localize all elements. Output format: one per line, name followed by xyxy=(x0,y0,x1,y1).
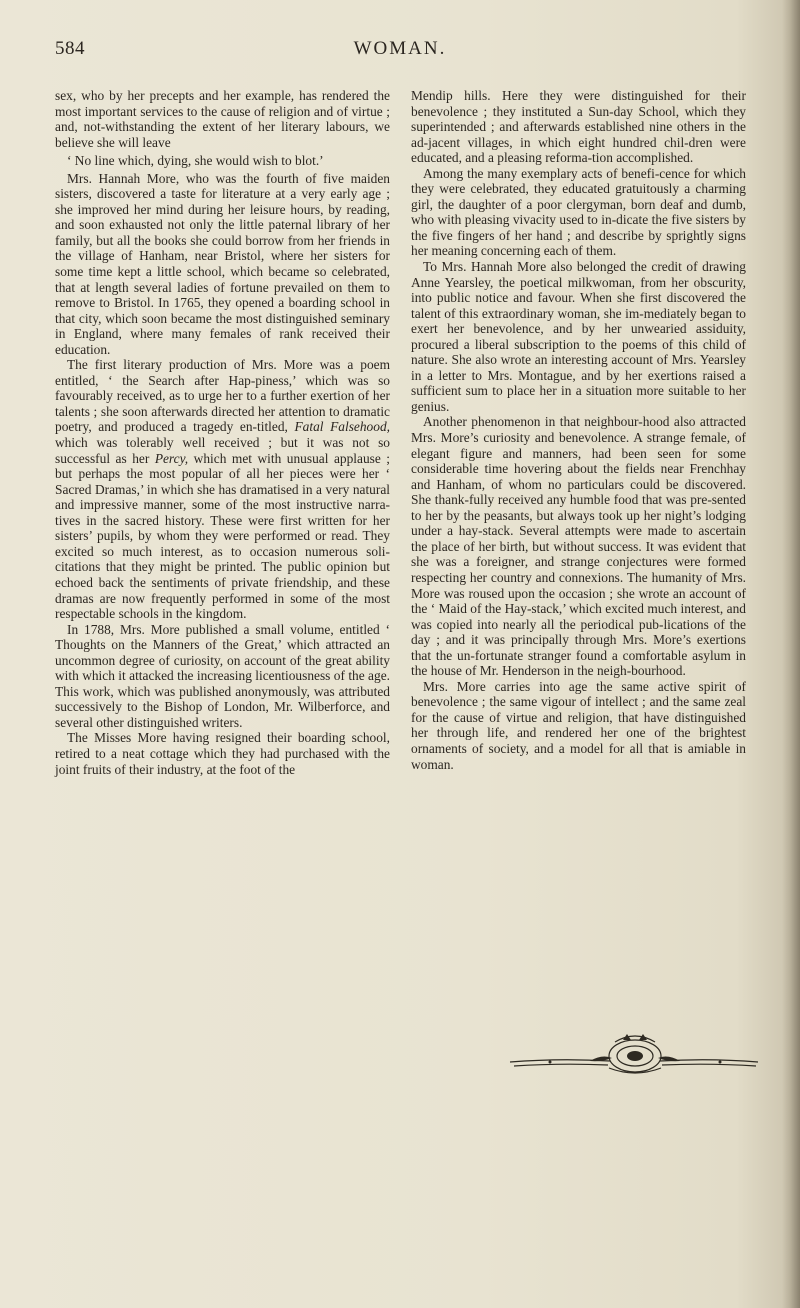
quotation: ‘ No line which, dying, she would wish to blot.’ xyxy=(67,153,324,169)
paragraph: To Mrs. Hannah More also belonged the credit of drawing Anne Yearsley, the poetical milkwoman, from her obscurity, into public notice and favour. When she first discovered the talent of this extraordinary woman, she im-mediately began to exert her benevolence, and by her unwearied assiduity, procured a liberal subscription to the poems of this child of nature. She also wrote an interesting account of Mrs. Yearsley in a letter to Mrs. Montague, and by her exertions raised a sufficient sum to place her in a situation more suitable to her genius. xyxy=(411,259,746,414)
paragraph: The first literary production of Mrs. More was a poem entitled, ‘ the Search after Hap-piness,’ which was so favourably received, as to urge her to a further exertion of her talents ; she soon afterwards directed her attention to dramatic poetry, and produced a tragedy en-titled, Fatal Falsehood, which was tolerably well received ; but it was not so successful as her Percy, which met with unusual applause ; but perhaps the most popular of all her pieces were her ‘ Sacred Dramas,’ in which she has dramatised in a very natural and impressive manner, some of the most instructive narra-tives in the sacred history. These were first written for her sisters’ pupils, by whom they were performed or read. They excited so much interest, as to occasion numerous soli-citations that they might be printed. The public opinion but echoed back the sentiments of private friendship, and these dramas are now frequently performed in some of the most respectable schools in the kingdom. xyxy=(55,357,391,622)
page-number: 584 xyxy=(55,38,85,59)
right-column xyxy=(411,88,746,772)
paragraph: In 1788, Mrs. More published a small volume, entitled ‘ Thoughts on the Manners of the Great,’ which attracted an uncommon degree of curiosity, on account of the great ability with which it attacked the increasing licentiousness of the age. This work, which was published anonymously, was attributed successively to the Bishop of London, Mr. Wilberforce, and several other distinguished writers. xyxy=(55,621,390,730)
title-fatal-falsehood: Fatal Falsehood, xyxy=(294,419,390,435)
paragraph: Among the many exemplary acts of benefi-cence for which they were celebrated, they educated gratuitously a charming girl, the daughter of a poor clergyman, born deaf and dumb, who with pleasing vivacity used to in-dicate the five sisters by the five fingers of her hand ; and describe by sprightly signs her meaning concerning each of them. xyxy=(411,165,746,259)
paragraph: Mrs. More carries into age the same active spirit of benevolence ; the same vigour of intellect ; and the same zeal for the cause of virtue and religion, that have distinguished her through life, and rendered her one of the brightest ornaments of society, and a model for all that is amiable in woman. xyxy=(411,678,746,772)
paragraph: Another phenomenon in that neighbour-hood also attracted Mrs. More’s curiosity and benevolence. A strange female, of elegant figure and manners, had been seen for some considerable time hovering about the fields near Frenchhay and Hanham, of whom no particulars could be discovered. She thank-fully received any humble food that was pre-sented to her by the peasants, but always took up her night’s lodging under a hay-stack. Several attempts were made to ascertain the place of her birth, but without success. It was evident that she was a foreigner, and strange conjectures were formed respecting her country and connexions. The humanity of Mrs. More was roused upon the occasion ; she wrote an account of the ‘ Maid of the Hay-stack,’ which excited much interest, and was copied into nearly all the periodical pub-lications of the day ; and it was principally through Mrs. More’s exertions that the un-fortunate stranger found a comfortable asylum in the house of Mr. Henderson in the neigh-bourhood. xyxy=(411,414,746,679)
paragraph: Mendip hills. Here they were distinguished for their benevolence ; they instituted a Sun-day School, which they superintended ; and afterwards established nine others in the ad-jacent villages, in which eight hundred chil-dren were educated, and a pleasing reforma-tion accomplished. xyxy=(411,88,746,166)
running-title: WOMAN. xyxy=(353,38,447,59)
page-edge-shadow xyxy=(782,0,800,1308)
paragraph: Mrs. Hannah More, who was the fourth of five maiden sisters, discovered a taste for literature at a very early age ; she improved her mind during her leisure hours, by reading, and soon exhausted not only the little paternal library of her family, but all the books she could borrow from her friends in the village of Hanham, near Bristol, where her sisters for some time kept a little school, which became so celebrated, that at length several ladies of fortune prevailed on them to remove to Bristol. In 1765, they opened a boarding school in that city, which soon became the most distinguished seminary in England, where many females of rank received their education. xyxy=(55,170,390,357)
paragraph: sex, who by her precepts and her example, has rendered the most important services to the cause of religion and of virtue ; and, not-withstanding the extent of her literary labours, we believe she will leave xyxy=(55,88,390,150)
page-header xyxy=(55,38,745,68)
title-percy: Percy, xyxy=(154,450,189,466)
paragraph: The Misses More having resigned their boarding school, retired to a neat cottage which they had purchased with the joint fruits of their industry, at the foot of the xyxy=(55,730,390,777)
tailpiece-vignette-icon xyxy=(490,1028,780,1078)
left-column xyxy=(55,88,390,777)
